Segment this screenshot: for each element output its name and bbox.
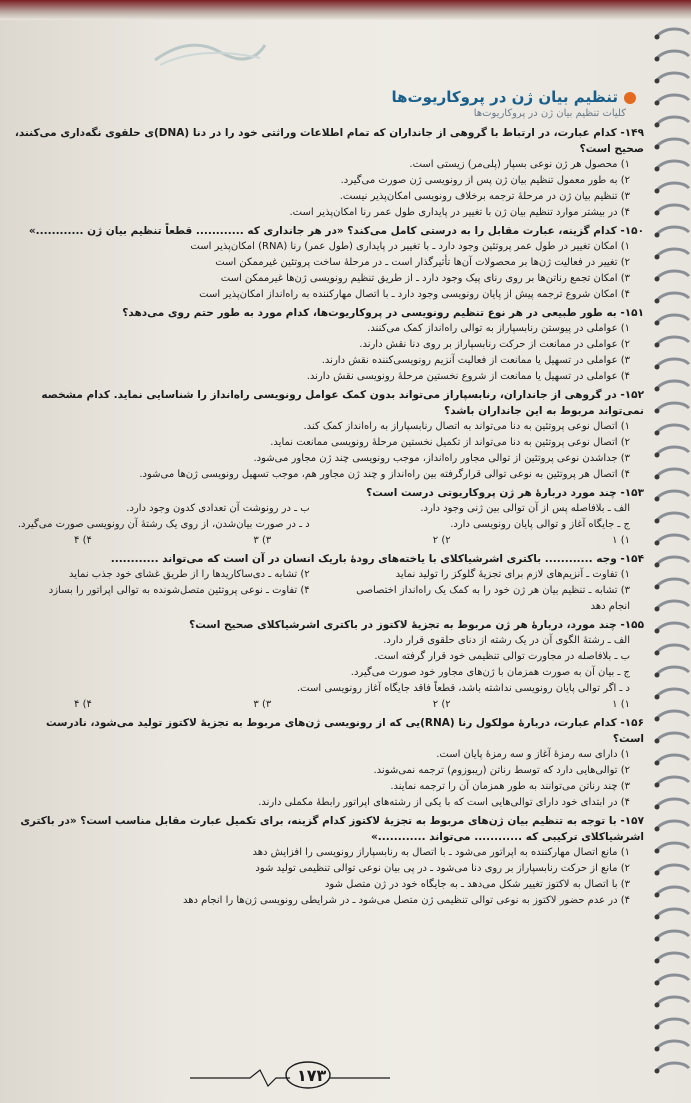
binding-hole — [655, 915, 660, 920]
count-choice-row — [14, 533, 644, 549]
spiral-ring — [657, 931, 689, 938]
spiral-ring — [657, 623, 689, 630]
binding-hole — [655, 453, 660, 458]
binding-hole — [655, 145, 660, 150]
count-choice: ۲) ۲ — [432, 535, 451, 546]
spiral-ring — [657, 491, 689, 498]
binding-hole — [655, 167, 660, 172]
question-stem: ۱۵۷- با توجه به تنظیم بیان ژن‌های مربوط به تجزیهٔ لاکتوز کدام گزینه، برای تکمیل عبارت مقابل مناسب است؟ «در باکتری اشرشیاکلای ترکیبی که ............ می‌تواند ............» — [20, 815, 644, 843]
spiral-ring — [657, 865, 689, 872]
section-subtitle: کلیات تنظیم بیان ژن در پروکاریوت‌ها — [473, 108, 626, 119]
answer-option: ۱) امکان تغییر در طول عمر پروتئین وجود دارد ـ با تغییر در پایداری (طول عمر) رنا (RNA) امکان‌پذیر است — [190, 241, 630, 252]
binding-hole — [655, 365, 660, 370]
spiral-ring — [657, 733, 689, 740]
binding-hole — [655, 475, 660, 480]
spiral-ring — [657, 887, 689, 894]
question-block — [14, 617, 644, 713]
spiral-ring — [657, 645, 689, 652]
spiral-ring — [657, 843, 689, 850]
binding-hole — [655, 343, 660, 348]
answer-option: ۳) تنظیم بیان ژن در مرحلهٔ ترجمه برخلاف رونویسی امکان‌پذیر نیست. — [339, 191, 630, 202]
spiral-ring — [657, 293, 689, 300]
spiral-ring — [657, 337, 689, 344]
answer-option: ۴) تفاوت ـ نوعی پروتئین متصل‌شونده به توالی اپراتور را بسازد — [48, 585, 310, 596]
answer-option: ب ـ در رونوشت آن تعدادی کدون وجود دارد. — [126, 503, 310, 514]
answer-option: ۲) به طور معمول تنظیم بیان ژن پس از رونویسی ژن صورت می‌گیرد. — [340, 175, 630, 186]
spiral-ring — [657, 425, 689, 432]
binding-hole — [655, 233, 660, 238]
binding-hole — [655, 277, 660, 282]
page-top-edge — [0, 0, 691, 20]
answer-option: ج ـ بیان آن به صورت همزمان با ژن‌های مجاور خود صورت می‌گیرد. — [350, 667, 630, 678]
answer-option: ۳) امکان تجمع رناتن‌ها بر روی رنای پیک وجود دارد ـ از طریق تنظیم رونویسی ژن‌ها غیرممکن است — [220, 273, 630, 284]
spiral-ring — [657, 601, 689, 608]
spiral-ring — [657, 227, 689, 234]
spiral-ring — [657, 359, 689, 366]
page-content — [14, 88, 644, 909]
spiral-ring — [657, 799, 689, 806]
binding-hole — [655, 673, 660, 678]
binding-hole — [655, 783, 660, 788]
answer-option: ۱) مانع اتصال مهارکننده به اپراتور می‌شود ـ با اتصال به رنابسپاراز رونویسی را افزایش دهد — [252, 847, 630, 858]
answer-option: ۲) تغییر در فعالیت ژن‌ها بر محصولات آن‌ها تأثیرگذار است ـ در مرحلهٔ ساخت پروتئین غیرممکن است — [215, 257, 630, 268]
answer-option: ۳) عواملی در تسهیل یا ممانعت از فعالیت آنزیم رونویسی‌کننده نقش دارند. — [321, 355, 630, 366]
question-stem: ۱۵۵- چند مورد، دربارهٔ هر ژن مربوط به تجزیهٔ لاکتوز در باکتری اشرشیاکلای صحیح است؟ — [189, 619, 644, 631]
question-stem: ۱۴۹- کدام عبارت، در ارتباط با گروهی از جانداران که تمام اطلاعات وراثتی خود را در دنا (DNA)ی حلقوی نگه‌داری می‌کنند، صحیح است؟ — [14, 127, 644, 155]
binding-hole — [655, 211, 660, 216]
binding-hole — [655, 299, 660, 304]
footer-heartbeat-line — [190, 1058, 390, 1092]
binding-hole — [655, 739, 660, 744]
binding-hole — [655, 1047, 660, 1052]
spiral-ring — [657, 469, 689, 476]
question-block — [14, 387, 644, 483]
question-stem: ۱۵۱- به طور طبیعی در هر نوع تنظیم رونویسی در پروکاریوت‌ها، کدام مورد به طور حتم روی می‌دهد؟ — [122, 307, 644, 319]
binding-hole — [655, 101, 660, 106]
spiral-ring — [657, 117, 689, 124]
binding-hole — [655, 255, 660, 260]
binding-hole — [655, 761, 660, 766]
spiral-ring — [657, 205, 689, 212]
question-block — [14, 223, 644, 303]
count-choice: ۳) ۳ — [253, 699, 272, 710]
spiral-ring — [657, 447, 689, 454]
spiral-ring — [657, 667, 689, 674]
answer-option: ۳) با اتصال به لاکتوز تغییر شکل می‌دهد ـ به جایگاه خود در ژن متصل شود — [324, 879, 630, 890]
question-block — [14, 715, 644, 811]
header-decoration — [150, 30, 270, 70]
answer-option: الف ـ رشتهٔ الگوی آن در یک رشته از دنای حلقوی قرار دارد. — [383, 635, 630, 646]
answer-option: ب ـ بلافاصله در مجاورت توالی تنظیمی خود قرار گرفته است. — [374, 651, 630, 662]
answer-option: ۱) اتصال نوعی پروتئین به دنا می‌تواند به اتصال رنابسپاراز به راه‌انداز کمک کند. — [303, 421, 630, 432]
spiral-ring — [657, 403, 689, 410]
binding-hole — [655, 717, 660, 722]
binding-hole — [655, 805, 660, 810]
binding-hole — [655, 585, 660, 590]
question-block — [14, 485, 644, 549]
binding-hole — [655, 1025, 660, 1030]
binding-hole — [655, 651, 660, 656]
answer-option: ج ـ جایگاه آغاز و توالی پایان رونویسی دارد. — [450, 519, 630, 530]
binding-hole — [655, 57, 660, 62]
spiral-ring — [657, 689, 689, 696]
count-choice-row — [14, 697, 644, 713]
question-block — [14, 125, 644, 221]
option-pair-row — [14, 501, 644, 517]
question-stem: ۱۵۰- کدام گزینه، عبارت مقابل را به درستی کامل می‌کند؟ «در هر جانداری که ............ قطعاً تنظیم بیان ژن ............» — [28, 225, 644, 237]
binding-hole — [655, 629, 660, 634]
spiral-ring — [657, 183, 689, 190]
spiral-ring — [657, 161, 689, 168]
binding-hole — [655, 35, 660, 40]
spiral-ring — [657, 975, 689, 982]
question-block — [14, 551, 644, 615]
spiral-ring — [657, 711, 689, 718]
answer-option: ۱) تفاوت ـ آنزیم‌های لازم برای تجزیهٔ گلوکز را تولید نماید — [395, 569, 630, 580]
binding-hole — [655, 893, 660, 898]
page-number: ۱۷۳ — [297, 1066, 327, 1085]
spiral-ring — [657, 997, 689, 1004]
binding-hole — [655, 1069, 660, 1074]
binding-hole — [655, 871, 660, 876]
option-pair-row — [14, 517, 644, 533]
spiral-ring — [657, 909, 689, 916]
count-choice: ۱) ۱ — [612, 535, 630, 546]
answer-option: ۳) جداشدن نوعی پروتئین از توالی مجاور راه‌انداز، موجب رونویسی چند ژن مجاور می‌شود. — [253, 453, 630, 464]
option-pair-row — [14, 583, 644, 615]
question-stem: ۱۵۳- چند مورد دربارهٔ هر ژن پروکاریوتی درست است؟ — [366, 487, 644, 499]
binding-hole — [655, 695, 660, 700]
spiral-ring — [657, 557, 689, 564]
answer-option: ۴) امکان شروع ترجمه پیش از پایان رونویسی وجود دارد ـ با اتصال مهارکننده به راه‌انداز امکان‌پذیر است — [199, 289, 630, 300]
count-choice: ۳) ۳ — [253, 535, 272, 546]
binding-hole — [655, 79, 660, 84]
spiral-ring — [657, 1063, 689, 1070]
spiral-ring — [657, 513, 689, 520]
count-choice: ۱) ۱ — [612, 699, 630, 710]
binding-hole — [655, 937, 660, 942]
spiral-binding — [651, 20, 691, 1100]
spiral-ring — [657, 953, 689, 960]
answer-option: ۲) مانع از حرکت رنابسپاراز بر روی دنا می‌شود ـ در پی بیان نوعی توالی تنظیمی تولید شود — [255, 863, 630, 874]
answer-option: د ـ اگر توالی پایان رونویسی نداشته باشد، قطعاً فاقد جایگاه آغاز رونویسی است. — [297, 683, 630, 694]
binding-hole — [655, 563, 660, 568]
spiral-ring — [657, 755, 689, 762]
spiral-ring — [657, 51, 689, 58]
question-block — [14, 305, 644, 385]
binding-hole — [655, 519, 660, 524]
spiral-ring — [657, 249, 689, 256]
section-title: تنظیم بیان ژن در پروکاریوت‌ها — [14, 88, 636, 106]
spiral-ring — [657, 777, 689, 784]
question-stem: ۱۵۶- کدام عبارت، دربارهٔ مولکول رنا (RNA)یی که از رونویسی ژن‌های مربوط به تجزیهٔ لاکتوز تولید می‌شود، نادرست است؟ — [46, 717, 644, 745]
spiral-ring — [657, 95, 689, 102]
spiral-ring — [657, 1019, 689, 1026]
binding-hole — [655, 497, 660, 502]
answer-option: ۴) در عدم حضور لاکتوز به نوعی توالی تنظیمی ژن متصل می‌شود ـ در شرایطی رونویسی ژن‌ها را انجام دهد — [183, 895, 630, 906]
answer-option: الف ـ بلافاصله پس از آن توالی بین ژنی وجود دارد. — [420, 503, 630, 514]
section-bullet-icon — [624, 92, 636, 104]
answer-option: ۳) تشابه ـ تنظیم بیان هر ژن خود را به کمک یک راه‌انداز اختصاصی انجام دهد — [356, 585, 630, 612]
spiral-ring — [657, 73, 689, 80]
question-stem: ۱۵۲- در گروهی از جانداران، رنابسپاراز می‌تواند بدون کمک عوامل رونویسی راه‌انداز را شناسایی نماید. کدام مشخصه نمی‌تواند مربوط به این جانداران باشد؟ — [41, 389, 644, 417]
answer-option: ۴) عواملی در تسهیل یا ممانعت از شروع نخستین مرحلهٔ رونویسی نقش دارند. — [306, 371, 630, 382]
binding-hole — [655, 981, 660, 986]
binding-hole — [655, 1003, 660, 1008]
answer-option: ۴) اتصال هر پروتئین به نوعی توالی قرارگرفته بین راه‌انداز و چند ژن مجاور هم، موجب تسهیل رونویسی ژن‌ها می‌شود. — [139, 469, 630, 480]
answer-option: ۱) دارای سه رمزهٔ آغاز و سه رمزهٔ پایان است. — [436, 749, 630, 760]
spiral-ring — [657, 535, 689, 542]
spiral-ring — [657, 821, 689, 828]
binding-hole — [655, 431, 660, 436]
option-pair-row — [14, 567, 644, 583]
spiral-ring — [657, 271, 689, 278]
spiral-ring — [657, 579, 689, 586]
answer-option: د ـ در صورت بیان‌شدن، از روی یک رشتهٔ آن رونویسی صورت می‌گیرد. — [17, 519, 310, 530]
answer-option: ۴) در ابتدای خود دارای توالی‌هایی است که با یکی از رشته‌های اپراتور رابطهٔ مکملی دارند. — [258, 797, 630, 808]
count-choice: ۲) ۲ — [432, 699, 451, 710]
binding-hole — [655, 387, 660, 392]
question-stem: ۱۵۴- وجه ............ باکتری اشرشیاکلای با یاخته‌های رودهٔ باریک انسان در آن است که می‌تواند ............ — [110, 553, 644, 565]
answer-option: ۲) توالی‌هایی دارد که توسط رناتن (ریبوزوم) ترجمه نمی‌شوند. — [373, 765, 630, 776]
binding-hole — [655, 959, 660, 964]
spiral-ring — [657, 29, 689, 36]
binding-hole — [655, 189, 660, 194]
spiral-ring — [657, 139, 689, 146]
answer-option: ۱) عواملی در پیوستن رنابسپاراز به توالی راه‌انداز کمک می‌کنند. — [367, 323, 630, 334]
binding-hole — [655, 541, 660, 546]
spiral-ring — [657, 381, 689, 388]
binding-hole — [655, 409, 660, 414]
answer-option: ۲) اتصال نوعی پروتئین به دنا می‌تواند از تکمیل نخستین مرحلهٔ رونویسی ممانعت نماید. — [270, 437, 630, 448]
binding-hole — [655, 849, 660, 854]
spiral-ring — [657, 1041, 689, 1048]
answer-option: ۲) عواملی در ممانعت از حرکت رنابسپاراز بر روی دنا نقش دارند. — [359, 339, 630, 350]
binding-hole — [655, 827, 660, 832]
count-choice: ۴) ۴ — [74, 699, 92, 710]
question-block — [14, 813, 644, 909]
question-list — [14, 125, 644, 909]
binding-hole — [655, 321, 660, 326]
spiral-ring — [657, 315, 689, 322]
count-choice: ۴) ۴ — [74, 535, 92, 546]
binding-hole — [655, 607, 660, 612]
binding-hole — [655, 123, 660, 128]
answer-option: ۴) در بیشتر موارد تنظیم بیان ژن با تغییر در پایداری طول عمر رنا امکان‌پذیر است. — [289, 207, 630, 218]
answer-option: ۱) محصول هر ژن نوعی بسپار (پلی‌مر) زیستی است. — [409, 159, 630, 170]
answer-option: ۳) چند رناتن می‌توانند به طور همزمان آن را ترجمه نمایند. — [390, 781, 630, 792]
answer-option: ۲) تشابه ـ دی‌ساکاریدها را از طریق غشای خود جذب نماید — [68, 569, 310, 580]
